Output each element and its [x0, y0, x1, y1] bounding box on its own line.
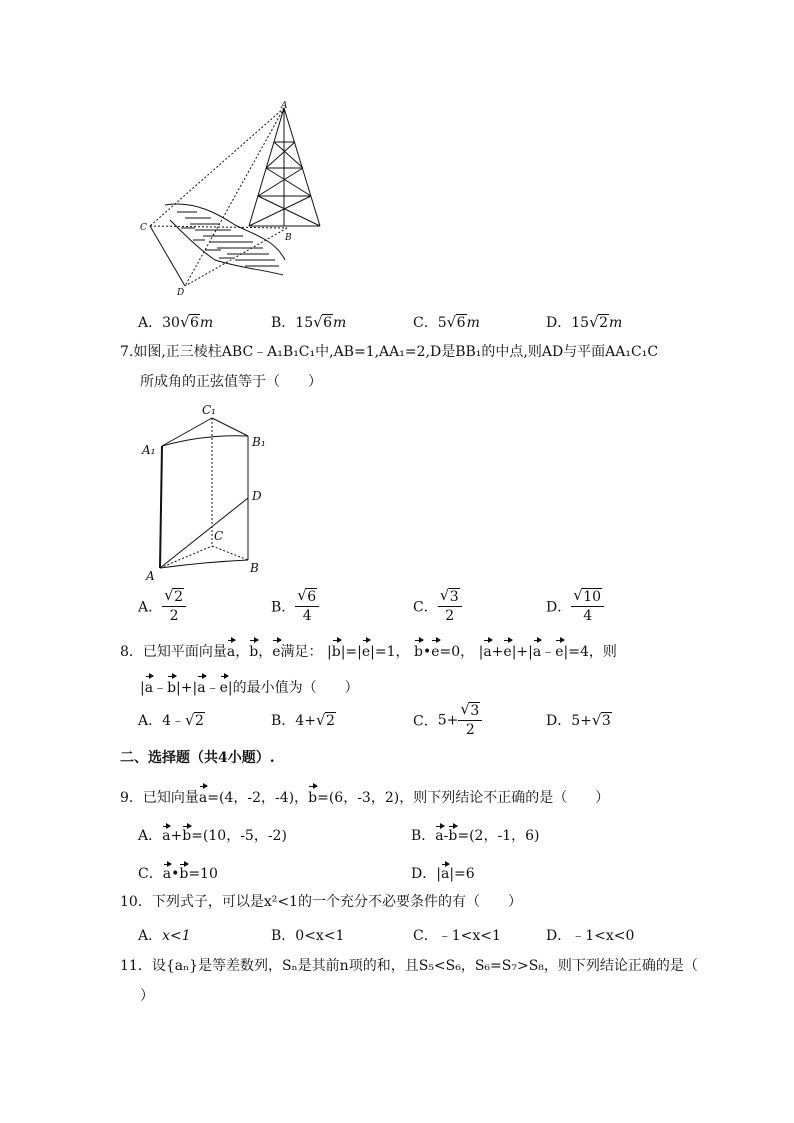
q7-option-a: A． √ $\frac{2}{2}$: [138, 588, 186, 625]
q8-stem-line1: 8．已知平面向量a，b，e满足： |b|=|e|=1， b•e=0， |a+e|+|a﹣e|=4，则: [120, 638, 617, 662]
label-C: C: [214, 529, 224, 543]
label-B1: B₁: [252, 435, 266, 449]
q9-stem: 9．已知向量a=(4，-2，-4)，b=(6，-3，2)，则下列结论不正确的是（ ）: [120, 784, 609, 808]
q8-option-a: A．4﹣√ 2: [138, 710, 205, 730]
q9-option-d: D．|a|=6: [411, 862, 475, 883]
q11-stem-line2: ）: [140, 988, 154, 1004]
q10-option-a: A．x<1: [138, 928, 191, 944]
q9-option-c: C．a•b=10: [138, 862, 218, 883]
label-D-tower: D: [177, 288, 185, 298]
label-A: A: [146, 569, 155, 583]
label-D: D: [252, 489, 262, 503]
q8-option-b: B．4+√ 2: [271, 710, 336, 730]
tower-river-figure: [135, 100, 335, 300]
q10-option-d: D．﹣1<x<0: [546, 928, 635, 944]
q7-option-d: D． √ $\frac{10}{4}$: [546, 588, 604, 625]
q9-option-a: A．a+b=(10，-5，-2): [138, 824, 287, 845]
label-C-tower: C: [140, 223, 147, 233]
label-C1: C₁: [202, 403, 216, 417]
q7-option-c: C． √ $\frac{3}{2}$: [413, 588, 462, 625]
q8-option-d: D．5+√ 3: [546, 710, 612, 730]
q6-option-c: C．5√ 6m: [413, 312, 480, 332]
label-B: B: [250, 561, 259, 575]
label-A1: A₁: [142, 443, 156, 457]
q7-option-b: B． √ $\frac{6}{4}$: [271, 588, 319, 625]
q6-option-b: B．15√ 6m: [271, 312, 346, 332]
label-B-tower: B: [285, 233, 292, 243]
q10-option-b: B．0<x<1: [271, 928, 345, 944]
q9-option-b: B．a-b=(2，-1，6): [411, 824, 539, 845]
section-heading: 二、选择题（共4小题）.: [120, 750, 275, 766]
q6-option-a: A．30√ 6m: [138, 312, 213, 332]
prism-figure: [140, 398, 280, 588]
q6-option-d: D．15√ 2m: [546, 312, 622, 332]
q8-stem-line2: |a﹣b|+|a﹣e|的最小值为（ ）: [140, 674, 359, 698]
q7-stem-line2: 所成角的正弦值等于（ ）: [140, 374, 322, 390]
label-A-tower: A: [281, 101, 288, 111]
q7-stem-line1: 7.如图,正三棱柱ABC﹣A₁B₁C₁中,AB=1,AA₁=2,D是BB₁的中点,则AD与平面AA₁C₁C: [120, 344, 659, 360]
q8-option-c: C．5+ √ $\frac{3}{2}$: [413, 702, 482, 739]
q10-option-c: C．﹣1<x<1: [413, 928, 501, 944]
q11-stem-line1: 11．设{aₙ}是等差数列，Sₙ是其前n项的和，且S₅<S₆，S₆=S₇>S₈，则下列结论正确的是（: [120, 958, 698, 974]
q10-stem: 10．下列式子，可以是x²<1的一个充分不必要条件的有（ ）: [120, 894, 522, 910]
